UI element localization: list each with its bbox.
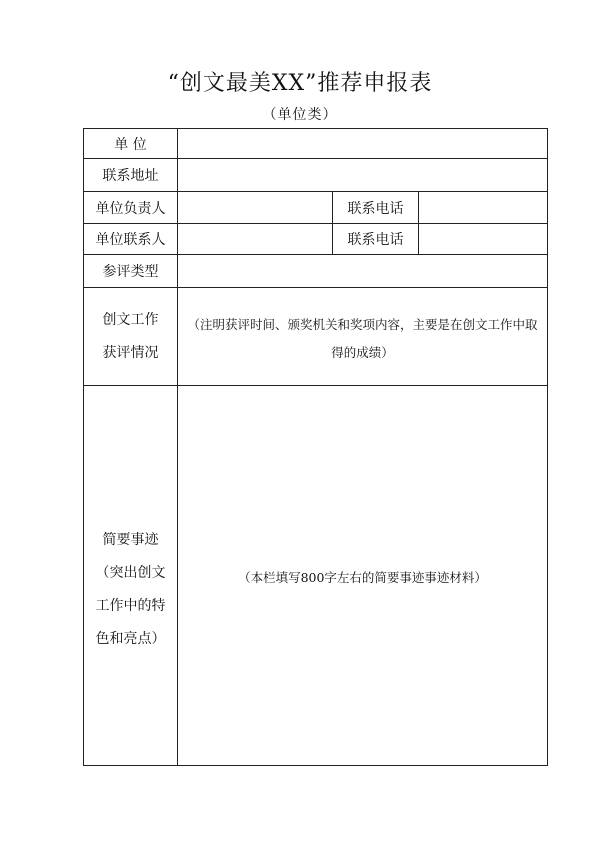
row-unit bbox=[84, 129, 548, 159]
row-contact bbox=[84, 224, 548, 255]
awards-label-line1: 创文工作 bbox=[102, 311, 159, 328]
address-label: 联系地址 bbox=[84, 159, 178, 192]
head-phone-label: 联系电话 bbox=[333, 192, 419, 224]
form-subtitle: （单位类） bbox=[262, 107, 338, 123]
deeds-label-line1: 简要事迹 bbox=[102, 531, 159, 548]
deeds-label-line3: 工作中的特 bbox=[95, 597, 166, 614]
contact-label: 单位联系人 bbox=[84, 224, 178, 255]
head-phone-field[interactable] bbox=[419, 192, 548, 224]
awards-field[interactable] bbox=[178, 288, 548, 386]
awards-note: （注明获评时间、颁奖机关和奖项内容，主要是在创文工作中取得的成绩） bbox=[187, 316, 538, 360]
deeds-field[interactable] bbox=[178, 386, 548, 766]
row-deeds bbox=[84, 386, 548, 766]
application-form-table bbox=[83, 128, 548, 766]
unit-field[interactable] bbox=[178, 129, 548, 159]
row-head bbox=[84, 192, 548, 224]
deeds-label-line2: （突出创文 bbox=[95, 564, 166, 581]
contact-field[interactable] bbox=[178, 224, 333, 255]
head-field[interactable] bbox=[178, 192, 333, 224]
address-field[interactable] bbox=[178, 159, 548, 192]
contact-phone-field[interactable] bbox=[419, 224, 548, 255]
unit-label: 单 位 bbox=[84, 129, 178, 159]
deeds-label bbox=[84, 386, 178, 766]
category-label: 参评类型 bbox=[84, 255, 178, 288]
row-awards bbox=[84, 288, 548, 386]
row-category bbox=[84, 255, 548, 288]
awards-label-line2: 获评情况 bbox=[102, 344, 159, 361]
contact-phone-label: 联系电话 bbox=[333, 224, 419, 255]
row-address bbox=[84, 159, 548, 192]
deeds-label-line4: 色和亮点） bbox=[95, 630, 166, 647]
form-title: “创文最美XX”推荐申报表 bbox=[167, 71, 433, 96]
head-label: 单位负责人 bbox=[84, 192, 178, 224]
awards-label bbox=[84, 288, 178, 386]
deeds-note: （本栏填写800字左右的简要事迹事迹材料） bbox=[238, 569, 487, 585]
category-field[interactable] bbox=[178, 255, 548, 288]
